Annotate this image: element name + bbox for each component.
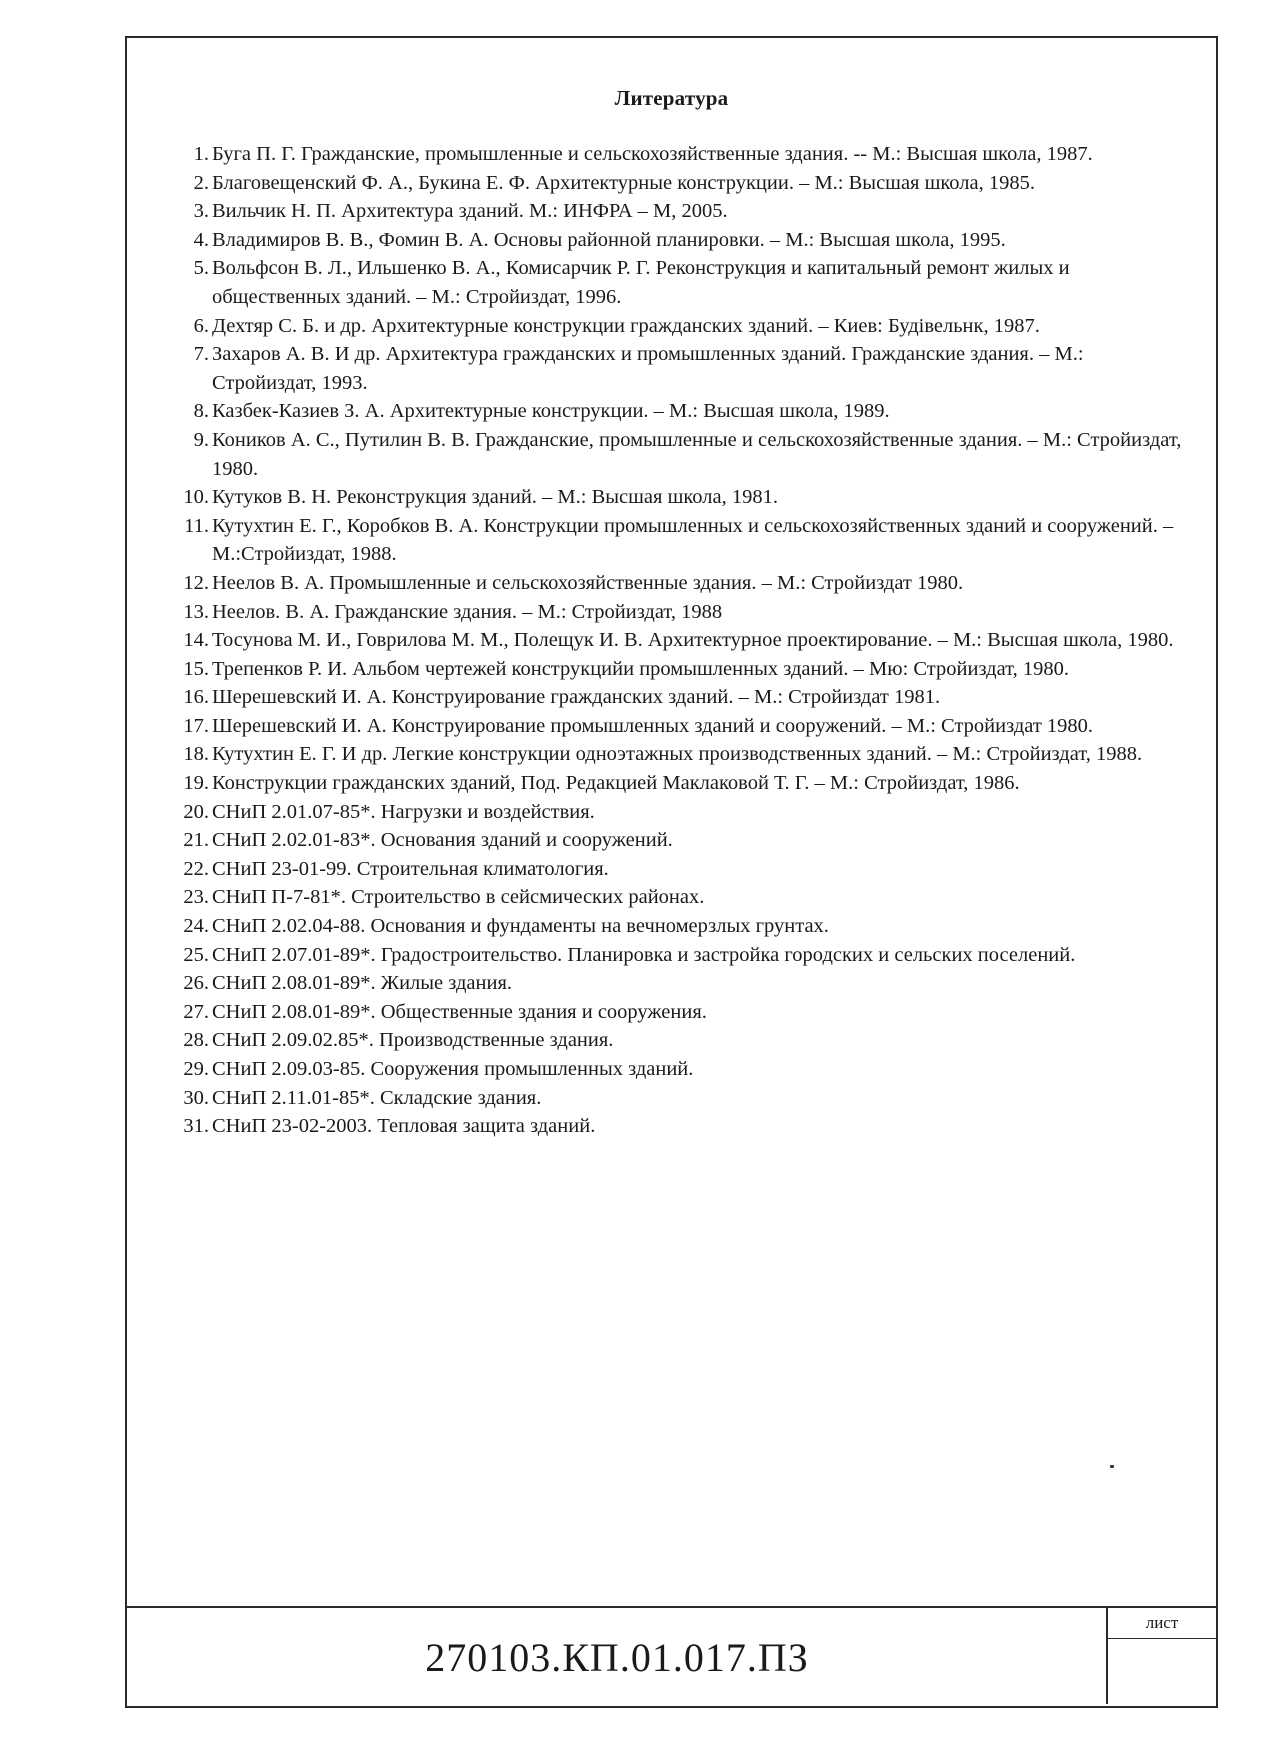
title-block xyxy=(127,1606,1216,1706)
reference-text: СНиП 2.02.04-88. Основания и фундаменты на вечномерзлых грунтах. xyxy=(212,915,829,938)
reference-item xyxy=(127,712,1220,741)
reference-text: Тосунова М. И., Говрилова М. М., Полещук И. В. Архитектурное проектирование. – М.: Высшая школа, 1980. xyxy=(212,629,1174,652)
reference-item xyxy=(127,483,1220,512)
reference-item xyxy=(127,169,1220,198)
reference-text: СНиП 2.02.01-83*. Основания зданий и сооружений. xyxy=(212,829,673,852)
reference-number: 3. xyxy=(193,200,209,223)
reference-number: 13. xyxy=(183,600,209,623)
reference-text: Трепенков Р. И. Альбом чертежей конструкцийи промышленных зданий. – Мю: Стройиздат, 1980. xyxy=(212,657,1069,680)
reference-item xyxy=(127,912,1220,941)
reference-number: 14. xyxy=(183,629,209,652)
reference-item xyxy=(127,626,1220,655)
reference-item xyxy=(127,569,1220,598)
reference-number: 9. xyxy=(193,428,209,451)
reference-text: Конструкции гражданских зданий, Под. Редакцией Маклаковой Т. Г. – М.: Стройиздат, 1986. xyxy=(212,772,1020,795)
reference-item xyxy=(127,1055,1220,1084)
reference-item xyxy=(127,941,1220,970)
reference-number: 6. xyxy=(193,314,209,337)
reference-item xyxy=(127,197,1220,226)
reference-number: 22. xyxy=(183,857,209,880)
reference-item xyxy=(127,883,1220,912)
reference-text: Неелов В. А. Промышленные и сельскохозяйственные здания. – М.: Стройиздат 1980. xyxy=(212,571,964,594)
sheet-label: лист xyxy=(1108,1608,1216,1639)
reference-item xyxy=(127,655,1220,684)
reference-number: 1. xyxy=(193,143,209,165)
reference-text: СНиП П-7-81*. Строительство в сейсмических районах. xyxy=(212,886,705,909)
reference-item xyxy=(127,855,1220,884)
reference-number: 28. xyxy=(183,1029,209,1052)
reference-item xyxy=(127,1084,1220,1113)
reference-text: Коников А. С., Путилин В. В. Гражданские, промышленные и сельскохозяйственные здания. – М.: Стройиздат, 1980. xyxy=(212,428,1182,480)
reference-number: 20. xyxy=(183,800,209,823)
reference-item xyxy=(127,1112,1220,1141)
reference-text: Шерешевский И. А. Конструирование гражданских зданий. – М.: Стройиздат 1981. xyxy=(212,686,941,709)
reference-number: 19. xyxy=(183,772,209,795)
page-frame xyxy=(125,36,1218,1708)
reference-text: СНиП 2.09.03-85. Сооружения промышленных зданий. xyxy=(212,1058,694,1080)
reference-number: 24. xyxy=(183,915,209,938)
reference-number: 18. xyxy=(183,743,209,766)
reference-item xyxy=(127,683,1220,712)
reference-text: Вольфсон В. Л., Ильшенко В. А., Комисарчик Р. Г. Реконструкция и капитальный ремонт жилых и общественных зданий. – М.: Стройиздат, 1996. xyxy=(212,257,1070,308)
reference-item xyxy=(127,254,1220,311)
reference-number: 7. xyxy=(193,343,209,366)
sheet-cell xyxy=(1106,1608,1216,1704)
reference-text: Буга П. Г. Гражданские, промышленные и сельскохозяйственные здания. -- М.: Высшая школа, 1987. xyxy=(212,143,1093,165)
reference-item xyxy=(127,397,1220,426)
reference-item xyxy=(127,740,1220,769)
reference-number: 8. xyxy=(193,400,209,423)
reference-text: Дехтяр С. Б. и др. Архитектурные конструкции гражданских зданий. – Киев: Будівельнк, 1987. xyxy=(212,314,1040,337)
reference-number: 21. xyxy=(183,829,209,852)
reference-text: СНиП 23-02-2003. Тепловая защита зданий. xyxy=(212,1115,596,1138)
reference-text: Казбек-Казиев З. А. Архитектурные конструкции. – М.: Высшая школа, 1989. xyxy=(212,400,890,423)
reference-item xyxy=(127,426,1220,483)
reference-item xyxy=(127,140,1220,169)
reference-number: 11. xyxy=(184,514,209,537)
reference-number: 16. xyxy=(183,686,209,709)
reference-number: 26. xyxy=(183,972,209,995)
reference-item xyxy=(127,798,1220,827)
reference-item xyxy=(127,769,1220,798)
reference-item xyxy=(127,969,1220,998)
reference-item xyxy=(127,1026,1220,1055)
reference-text: СНиП 2.11.01-85*. Складские здания. xyxy=(212,1086,542,1109)
reference-text: Неелов. В. А. Гражданские здания. – М.: Стройиздат, 1988 xyxy=(212,600,723,623)
scan-speck xyxy=(1110,1465,1114,1468)
reference-text: Захаров А. В. И др. Архитектура гражданских и промышленных зданий. Гражданские здания. – М.: Стройиздат, 1993. xyxy=(212,343,1084,394)
reference-item xyxy=(127,226,1220,255)
reference-text: СНиП 2.01.07-85*. Нагрузки и воздействия. xyxy=(212,800,595,823)
reference-text: СНиП 23-01-99. Строительная климатология. xyxy=(212,857,609,880)
reference-number: 25. xyxy=(183,943,209,966)
reference-item xyxy=(127,512,1220,569)
reference-text: Благовещенский Ф. А., Букина Е. Ф. Архитектурные конструкции. – М.: Высшая школа, 1985. xyxy=(212,171,1035,194)
reference-item xyxy=(127,826,1220,855)
reference-number: 27. xyxy=(183,1000,209,1023)
reference-item xyxy=(127,312,1220,341)
reference-text: Шерешевский И. А. Конструирование промышленных зданий и сооружений. – М.: Стройиздат 1980. xyxy=(212,714,1094,737)
reference-text: СНиП 2.08.01-89*. Общественные здания и сооружения. xyxy=(212,1000,707,1023)
reference-number: 4. xyxy=(193,228,209,251)
reference-number: 23. xyxy=(183,886,209,909)
reference-number: 15. xyxy=(183,657,209,680)
reference-number: 29. xyxy=(183,1058,209,1080)
reference-text: СНиП 2.09.02.85*. Производственные здания. xyxy=(212,1029,614,1052)
reference-number: 31. xyxy=(183,1115,209,1138)
reference-number: 5. xyxy=(193,257,209,280)
reference-number: 30. xyxy=(183,1086,209,1109)
reference-text: Кутуков В. Н. Реконструкция зданий. – М.: Высшая школа, 1981. xyxy=(212,486,778,509)
reference-list xyxy=(127,140,1220,1141)
reference-text: СНиП 2.07.01-89*. Градостроительство. Планировка и застройка городских и сельских поселений. xyxy=(212,943,1076,966)
reference-text: СНиП 2.08.01-89*. Жилые здания. xyxy=(212,972,513,995)
reference-text: Кутухтин Е. Г. И др. Легкие конструкции одноэтажных производственных зданий. – М.: Стройиздат, 1988. xyxy=(212,743,1143,766)
reference-text: Владимиров В. В., Фомин В. А. Основы районной планировки. – М.: Высшая школа, 1995. xyxy=(212,228,1006,251)
reference-item xyxy=(127,998,1220,1027)
reference-text: Вильчик Н. П. Архитектура зданий. М.: ИНФРА – М, 2005. xyxy=(212,200,728,223)
reference-number: 17. xyxy=(183,714,209,737)
reference-item xyxy=(127,340,1220,397)
reference-number: 12. xyxy=(183,571,209,594)
document-code: 270103.КП.01.017.ПЗ xyxy=(425,1635,809,1680)
reference-item xyxy=(127,598,1220,627)
reference-text: Кутухтин Е. Г., Коробков В. А. Конструкции промышленных и сельскохозяйственных зданий и сооружений. – М.:Стройиздат, 1988. xyxy=(212,514,1174,566)
reference-number: 10. xyxy=(183,486,209,509)
reference-number: 2. xyxy=(193,171,209,194)
page-title: Литература xyxy=(614,86,729,110)
